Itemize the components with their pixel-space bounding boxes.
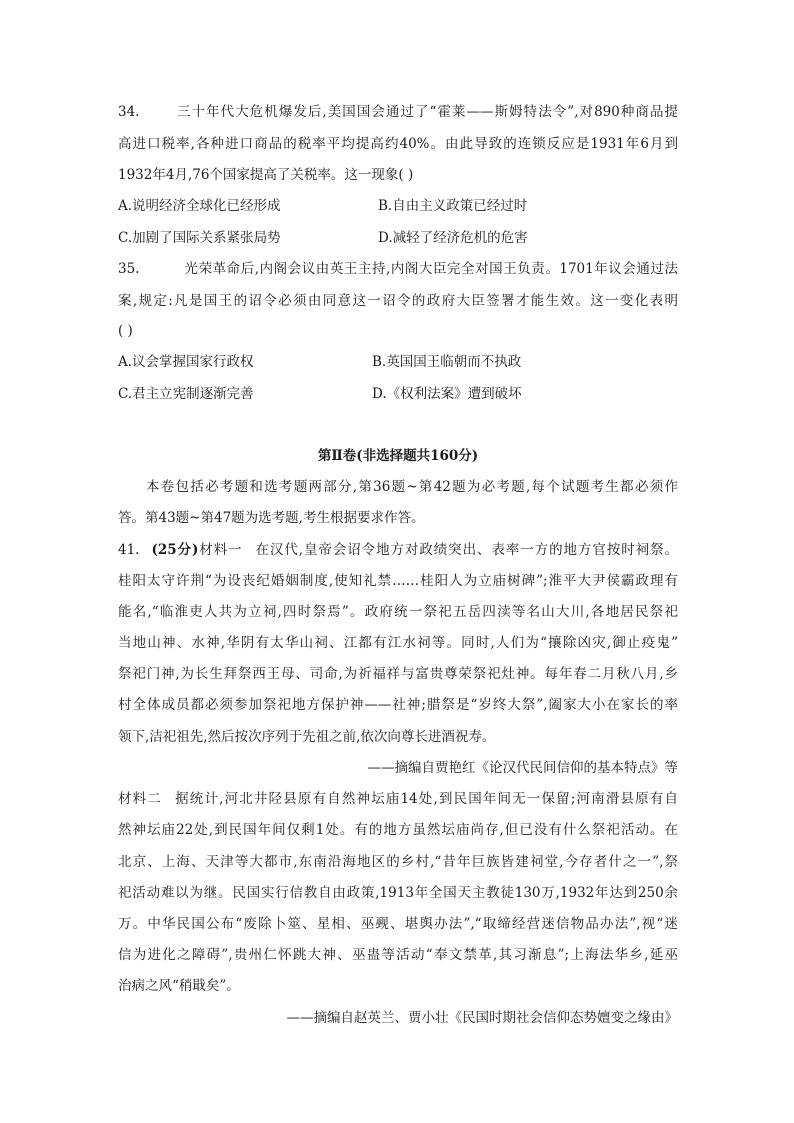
q41-line-1: 41. (25分)材料一 在汉代,皇帝会诏令地方对政绩突出、表率一方的地方官按时祠祭。: [118, 542, 678, 558]
q41-m2-line-1: 材料二 据统计,河北井陉县原有自然神坛庙14处,到民国年间无一保留;河南滑县原有自: [118, 791, 678, 807]
q41-m2-source: ——摘编自赵英兰、贾小壮《民国时期社会信仰态势嬗变之缘由》: [286, 1010, 678, 1026]
section2-intro-line-1: 本卷包括必考题和选考题两部分,第36题~第42题为必考题,每个试题考生都必须作: [146, 479, 678, 495]
q35-line-3: ( ): [118, 323, 133, 339]
q34-option-c: C.加剧了国际关系紧张局势: [118, 230, 281, 246]
q35-option-d: D.《权利法案》遭到破坏: [372, 386, 522, 402]
q35-line-1: 35. 光荣革命后,内阁会议由英王主持,内阁大臣完全对国王负责。1701年议会通过法: [118, 261, 678, 277]
q34-line-2: 高进口税率,各种进口商品的税率平均提高约40%。由此导致的连锁反应是1931年6月到: [118, 136, 678, 152]
q34-option-b: B.自由主义政策已经过时: [378, 198, 528, 214]
q41-score: (25分): [151, 542, 199, 558]
q41-m1-line-5: 祭祀门神,为长生拜祭西王母、司命,为祈福祥与富贵尊荣祭祀灶神。每年春二月秋八月,乡: [118, 666, 678, 682]
q41-m2-line-2: 然神坛庙22处,到民国年间仅剩1处。有的地方虽然坛庙尚存,但已没有什么祭祀活动。在: [118, 822, 678, 838]
q41-m1-line-2: 桂阳太守许荆“为设丧纪婚姻制度,使知礼禁……桂阳人为立庙树碑”;淮平大尹侯霸政理有: [118, 573, 678, 589]
q41-m2-line-6: 信为进化之障碍”,贵州仁怀跳大神、巫蛊等活动“奉文禁革,其习渐息”;上海法华乡,延巫: [118, 947, 678, 963]
section2-intro-line-2: 答。第43题~第47题为选考题,考生根据要求作答。: [118, 510, 425, 526]
q35-option-c: C.君主立宪制逐渐完善: [118, 386, 254, 402]
q41-m2-line-7: 治病之风“稍戢矣”。: [118, 978, 240, 994]
q34-line-1: 34. 三十年代大危机爆发后,美国国会通过了“霍莱——斯姆特法令”,对890种商品提: [118, 104, 678, 120]
q34-number: 34.: [118, 104, 140, 120]
q35-option-b: B.英国国王临朝而不执政: [372, 354, 522, 370]
q41-m1-line-7: 领下,洁祀祖先,然后按次序列于先祖之前,依次向尊长进酒祝寿。: [118, 729, 496, 745]
q41-m1-source: ——摘编自贾艳红《论汉代民间信仰的基本特点》等: [367, 760, 678, 776]
q41-m2-line-3: 北京、上海、天津等大都市,东南沿海地区的乡村,“昔年巨族皆建祠堂,今存者什之一”,祭: [118, 854, 678, 870]
q41-material1-label: 材料一: [198, 542, 243, 558]
q34-option-d: D.减轻了经济危机的危害: [378, 230, 528, 246]
section2-title: 第Ⅱ卷(非选择题共160分): [317, 448, 479, 464]
q35-option-a: A.议会掌握国家行政权: [118, 354, 254, 370]
q34-option-a: A.说明经济全球化已经形成: [118, 198, 281, 214]
q41-number: 41.: [118, 542, 140, 558]
q41-m1-line-3: 能名,“临淮吏人共为立祠,四时祭焉”。政府统一祭祀五岳四渎等名山大川,各地居民祭祀: [118, 604, 678, 620]
q34-line-3: 1932年4月,76个国家提高了关税率。这一现象( ): [118, 167, 414, 183]
q35-line-2: 案,规定:凡是国王的诏令必须由同意这一诏令的政府大臣签署才能生效。这一变化表明: [118, 293, 678, 309]
q41-m1-line-6: 村全体成员都必须参加祭祀地方保护神——社神;腊祭是“岁终大祭”,阖家大小在家长的率: [118, 697, 678, 713]
q41-m1-line-4: 当地山神、水神,华阴有太华山祠、江都有江水祠等。同时,人们为“攘除凶灾,御止疫鬼”: [118, 635, 678, 651]
q41-m2-line-4: 祀活动难以为继。民国实行信教自由政策,1913年全国天主教徒130万,1932年达到250余: [118, 885, 678, 901]
q35-number: 35.: [118, 261, 140, 277]
q41-material2-label: 材料二: [118, 791, 162, 807]
q41-m2-line-5: 万。中华民国公布“废除卜筮、星相、巫觋、堪舆办法”,“取缔经营迷信物品办法”,视“迷: [118, 916, 678, 932]
